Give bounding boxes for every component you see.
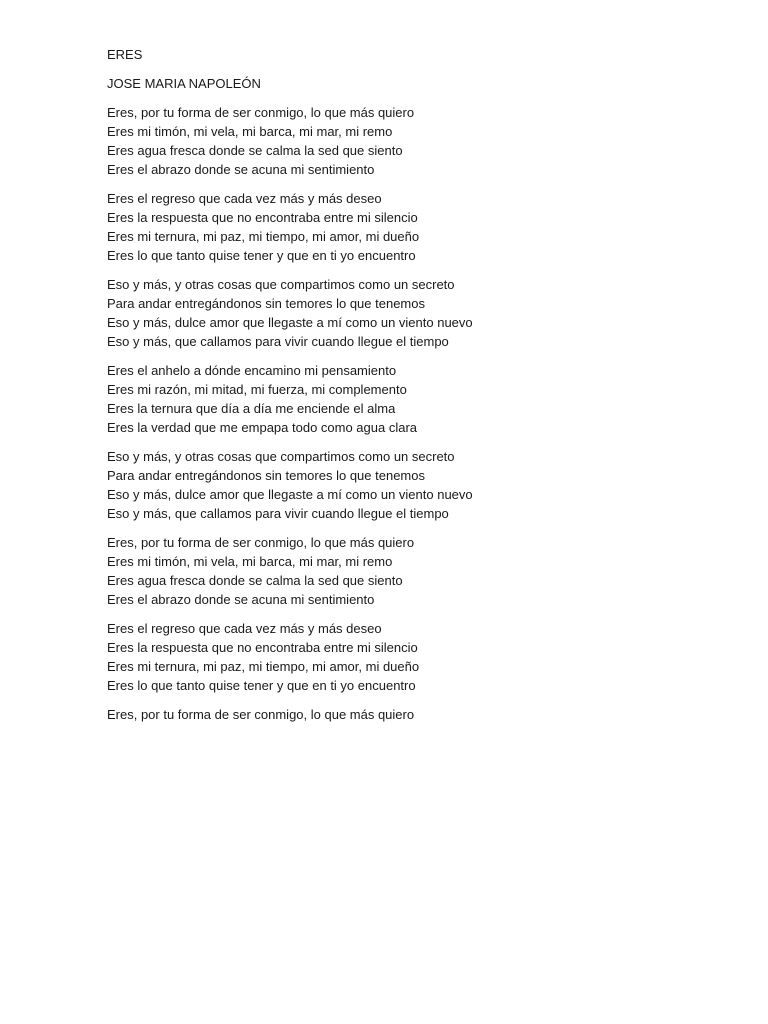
lyrics-stanza	[107, 533, 727, 609]
lyrics-line: Eres agua fresca donde se calma la sed que siento	[107, 573, 403, 588]
lyrics-line: Eso y más, dulce amor que llegaste a mí como un viento nuevo	[107, 487, 473, 502]
lyrics-stanza	[107, 447, 727, 523]
lyrics-line: Eres la ternura que día a día me enciende el alma	[107, 401, 396, 416]
lyrics-stanza	[107, 103, 727, 179]
lyrics-body	[107, 103, 727, 724]
lyrics-line: Eres, por tu forma de ser conmigo, lo que más quiero	[107, 707, 415, 722]
lyrics-line: Eres la verdad que me empapa todo como agua clara	[107, 420, 418, 435]
song-artist: JOSE MARIA NAPOLEÓN	[107, 76, 261, 91]
lyrics-line: Eres lo que tanto quise tener y que en ti yo encuentro	[107, 248, 416, 263]
lyrics-line: Para andar entregándonos sin temores lo que tenemos	[107, 296, 425, 311]
lyrics-stanza	[107, 275, 727, 351]
lyrics-line: Eres el regreso que cada vez más y más deseo	[107, 621, 382, 636]
lyrics-line: Eso y más, que callamos para vivir cuando llegue el tiempo	[107, 506, 449, 521]
document-page	[107, 45, 727, 734]
artist-paragraph	[107, 74, 727, 93]
lyrics-line: Eres la respuesta que no encontraba entre mi silencio	[107, 210, 418, 225]
lyrics-stanza	[107, 705, 727, 724]
lyrics-line: Eres el anhelo a dónde encamino mi pensamiento	[107, 363, 397, 378]
lyrics-line: Eres mi ternura, mi paz, mi tiempo, mi amor, mi dueño	[107, 229, 420, 244]
lyrics-line: Eres mi ternura, mi paz, mi tiempo, mi amor, mi dueño	[107, 659, 420, 674]
lyrics-stanza	[107, 361, 727, 437]
lyrics-line: Eres el abrazo donde se acuna mi sentimiento	[107, 592, 375, 607]
lyrics-line: Eres, por tu forma de ser conmigo, lo que más quiero	[107, 535, 415, 550]
lyrics-stanza	[107, 619, 727, 695]
lyrics-line: Eres el abrazo donde se acuna mi sentimiento	[107, 162, 375, 177]
lyrics-line: Eso y más, que callamos para vivir cuando llegue el tiempo	[107, 334, 449, 349]
lyrics-stanza	[107, 189, 727, 265]
song-title: ERES	[107, 47, 143, 62]
lyrics-line: Eres mi razón, mi mitad, mi fuerza, mi complemento	[107, 382, 407, 397]
lyrics-line: Eres mi timón, mi vela, mi barca, mi mar, mi remo	[107, 124, 393, 139]
song-title-paragraph	[107, 45, 727, 64]
lyrics-line: Eso y más, y otras cosas que compartimos como un secreto	[107, 277, 455, 292]
lyrics-line: Eres mi timón, mi vela, mi barca, mi mar, mi remo	[107, 554, 393, 569]
lyrics-line: Eso y más, y otras cosas que compartimos como un secreto	[107, 449, 455, 464]
lyrics-line: Eres el regreso que cada vez más y más deseo	[107, 191, 382, 206]
lyrics-line: Eres la respuesta que no encontraba entre mi silencio	[107, 640, 418, 655]
lyrics-line: Para andar entregándonos sin temores lo que tenemos	[107, 468, 425, 483]
lyrics-line: Eres lo que tanto quise tener y que en ti yo encuentro	[107, 678, 416, 693]
lyrics-line: Eso y más, dulce amor que llegaste a mí como un viento nuevo	[107, 315, 473, 330]
lyrics-line: Eres, por tu forma de ser conmigo, lo que más quiero	[107, 105, 415, 120]
lyrics-line: Eres agua fresca donde se calma la sed que siento	[107, 143, 403, 158]
